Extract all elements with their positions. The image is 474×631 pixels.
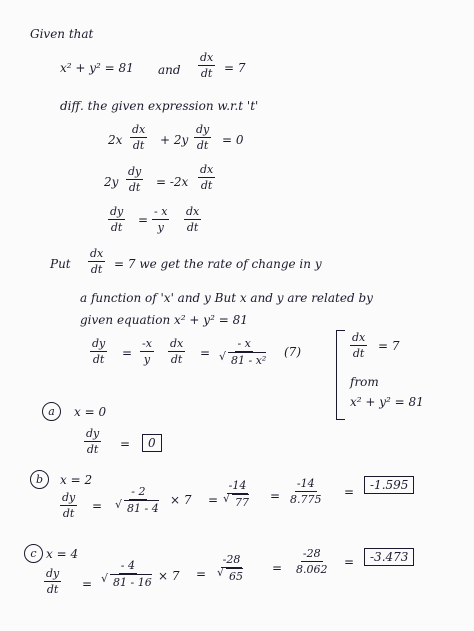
put-d: dt bbox=[90, 263, 103, 276]
diff-instruction: diff. the given expression w.r.t 't' bbox=[60, 99, 259, 113]
step1-d1: dt bbox=[132, 139, 145, 152]
put-rest: = 7 we get the rate of change in y bbox=[114, 257, 322, 271]
part-c-frac4 bbox=[296, 548, 328, 575]
step2-n2: dx bbox=[200, 163, 214, 176]
part-b-d3: √ 77 bbox=[232, 494, 249, 508]
rate-value: = 7 bbox=[224, 61, 246, 75]
step1-c: = 0 bbox=[222, 133, 244, 147]
part-c-x7: × 7 bbox=[158, 569, 180, 583]
side-eq2: x² + y² = 81 bbox=[350, 395, 424, 409]
part-b-d1: dt bbox=[62, 507, 75, 520]
step3-frac3 bbox=[184, 206, 201, 233]
step3-eq: = bbox=[138, 213, 149, 227]
side-d: dt bbox=[352, 347, 365, 360]
part-c-frac2 bbox=[104, 560, 152, 588]
step4-frac2 bbox=[140, 338, 154, 365]
part-b-eq1: = bbox=[92, 499, 103, 513]
step3-frac1 bbox=[108, 206, 125, 233]
step4-d1: dt bbox=[92, 353, 105, 366]
dxdt-den: dt bbox=[200, 67, 213, 80]
part-b-eq4: = bbox=[344, 485, 355, 499]
part-a-answer: 0 bbox=[142, 434, 162, 452]
part-a-eq: = bbox=[120, 437, 131, 451]
step3-d2: y bbox=[157, 221, 164, 234]
part-c-answer: -3.473 bbox=[364, 548, 414, 566]
put-text: Put bbox=[50, 257, 71, 271]
dxdt-num: dx bbox=[200, 51, 214, 64]
step4-n1: dy bbox=[92, 337, 106, 350]
part-a-d: dt bbox=[86, 443, 99, 456]
part-b-n2: - 2 bbox=[131, 485, 146, 498]
and-text: and bbox=[158, 63, 181, 77]
step2-frac2 bbox=[198, 164, 215, 191]
part-b-n1: dy bbox=[62, 491, 76, 504]
part-c-frac3 bbox=[220, 554, 243, 582]
step4-frac3 bbox=[168, 338, 185, 365]
function-line: a function of 'x' and y But x and y are related by bbox=[80, 291, 373, 305]
side-frac bbox=[350, 332, 367, 359]
dxdt-fraction bbox=[198, 52, 215, 79]
part-c-n1: dy bbox=[46, 567, 60, 580]
step1-d2: dt bbox=[196, 139, 209, 152]
step4-n4: - x bbox=[237, 337, 251, 350]
step2-a: 2y bbox=[104, 175, 119, 189]
step4-frac1 bbox=[90, 338, 107, 365]
side-bracket bbox=[336, 330, 345, 420]
put-n: dx bbox=[90, 247, 104, 260]
step3-d1: dt bbox=[110, 221, 123, 234]
part-b-eq3: = bbox=[270, 489, 281, 503]
step3-n1: dy bbox=[110, 205, 124, 218]
step1-frac2 bbox=[194, 124, 211, 151]
part-b-frac2 bbox=[118, 486, 159, 514]
step4-d4: √ 81 - x² bbox=[228, 352, 266, 366]
step3-n3: dx bbox=[186, 205, 200, 218]
part-b-x7: × 7 bbox=[170, 493, 192, 507]
step2-d1: dt bbox=[128, 181, 141, 194]
part-b-frac1 bbox=[60, 492, 77, 519]
part-c-eq3: = bbox=[272, 561, 283, 575]
part-a-condition: x = 0 bbox=[74, 405, 107, 419]
part-c-eq2: = bbox=[196, 567, 207, 581]
step2-b: = -2x bbox=[156, 175, 189, 189]
part-c-frac1 bbox=[44, 568, 61, 595]
put-frac bbox=[88, 248, 105, 275]
part-b-d4: 8.775 bbox=[290, 493, 322, 506]
step1-b: + 2y bbox=[160, 133, 189, 147]
step4-eq1: = bbox=[122, 346, 133, 360]
step3-frac2 bbox=[152, 206, 169, 233]
step4-frac4 bbox=[222, 338, 266, 366]
part-c-condition: x = 4 bbox=[46, 547, 79, 561]
part-c-label: c bbox=[24, 544, 43, 563]
given-equation-line: given equation x² + y² = 81 bbox=[80, 313, 248, 327]
step2-n1: dy bbox=[128, 165, 142, 178]
part-c-n3: -28 bbox=[222, 553, 241, 566]
step1-n1: dx bbox=[132, 123, 146, 136]
part-a-n: dy bbox=[86, 427, 100, 440]
step1-n2: dy bbox=[196, 123, 210, 136]
side-from: from bbox=[350, 375, 379, 389]
part-c-eq4: = bbox=[344, 555, 355, 569]
part-c-n2: - 4 bbox=[120, 559, 135, 572]
side-eq: = 7 bbox=[378, 339, 400, 353]
step2-frac1 bbox=[126, 166, 143, 193]
step4-d3: dt bbox=[170, 353, 183, 366]
part-c-n4: -28 bbox=[302, 547, 321, 560]
step4-seven: (7) bbox=[284, 345, 301, 359]
step4-eq2: = bbox=[200, 346, 211, 360]
step4-n2: -x bbox=[142, 337, 152, 350]
part-a-frac bbox=[84, 428, 101, 455]
part-b-frac3 bbox=[226, 480, 249, 508]
part-c-d2: √ 81 - 16 bbox=[110, 574, 152, 588]
part-b-label: b bbox=[30, 470, 49, 489]
part-c-eq1: = bbox=[82, 577, 93, 591]
side-n: dx bbox=[352, 331, 366, 344]
part-c-d4: 8.062 bbox=[296, 563, 328, 576]
step1-a: 2x bbox=[108, 133, 123, 147]
part-b-condition: x = 2 bbox=[60, 473, 93, 487]
step4-n3: dx bbox=[170, 337, 184, 350]
step1-frac1 bbox=[130, 124, 147, 151]
part-a-label: a bbox=[42, 402, 61, 421]
given-that-text: Given that bbox=[30, 27, 94, 41]
part-b-answer: -1.595 bbox=[364, 476, 414, 494]
circle-equation: x² + y² = 81 bbox=[60, 61, 134, 75]
part-c-d1: dt bbox=[46, 583, 59, 596]
part-b-eq2: = bbox=[208, 493, 219, 507]
step3-n2: - x bbox=[154, 205, 168, 218]
part-b-n3: -14 bbox=[228, 479, 247, 492]
step3-d3: dt bbox=[186, 221, 199, 234]
part-b-frac4 bbox=[290, 478, 322, 505]
step2-d2: dt bbox=[200, 179, 213, 192]
part-c-d3: √ 65 bbox=[226, 568, 243, 582]
step4-d2: y bbox=[143, 353, 151, 366]
part-b-n4: -14 bbox=[296, 477, 315, 490]
part-b-d2: √ 81 - 4 bbox=[124, 500, 159, 514]
